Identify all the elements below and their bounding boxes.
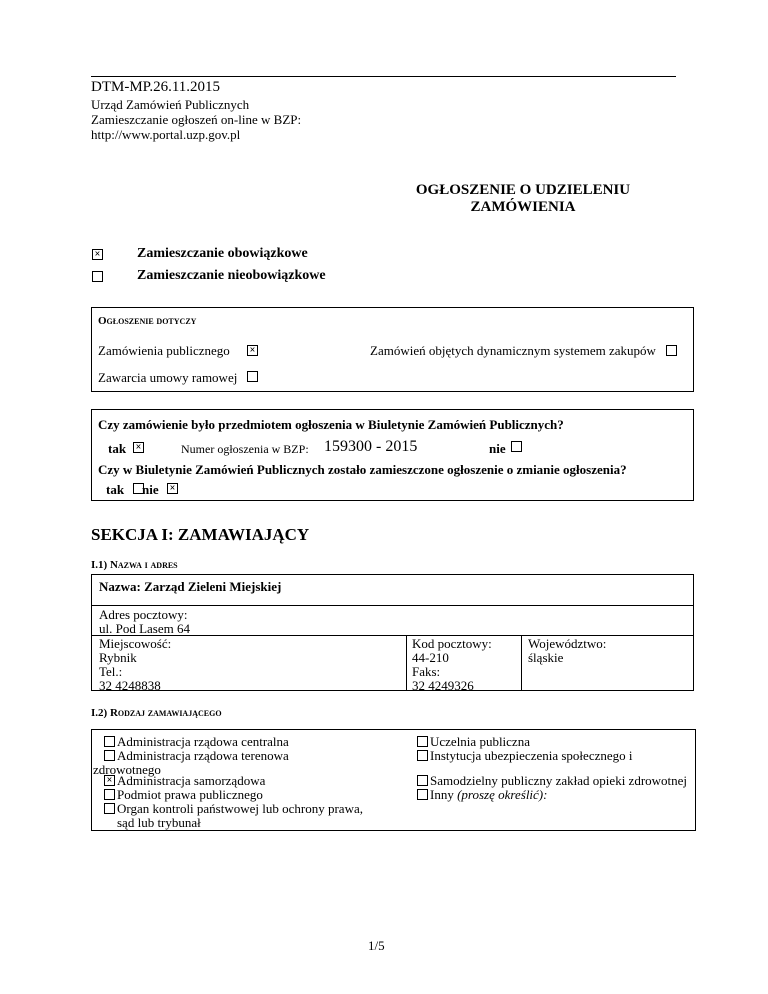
bzp-number-value: 159300 - 2015 — [324, 438, 418, 455]
voivodeship-label: Województwo: — [528, 636, 607, 651]
type-checkbox-insurance[interactable] — [417, 750, 428, 761]
header-line-2: Zamieszczanie ogłoszeń on-line w BZP: — [91, 112, 302, 127]
dynamic-system-label: Zamówień objętych dynamicznym systemem zakupów — [370, 343, 656, 358]
optional-checkbox[interactable] — [92, 271, 103, 282]
bzp-tak-label: tak — [108, 441, 127, 456]
public-order-label: Zamówienia publicznego — [98, 343, 230, 358]
bzp-question-2: Czy w Biuletynie Zamówień Publicznych zostało zamieszczone ogłoszenie o zmianie ogłoszenia? — [98, 462, 627, 477]
page-title-line-2: ZAMÓWIENIA — [470, 199, 576, 215]
wrap-organ: sąd lub trybunał — [117, 815, 201, 830]
type-checkbox-control-organ[interactable] — [104, 803, 115, 814]
type-checkbox-central[interactable] — [104, 736, 115, 747]
notice-concerns-box — [91, 307, 694, 392]
tel-value: 32 4248838 — [99, 678, 161, 693]
fax-label: Faks: — [412, 664, 441, 679]
postcode-value: 44-210 — [412, 650, 449, 665]
type-label-local-gov: Administracja samorządowa — [117, 773, 266, 788]
type-label-other-text: Inny — [430, 787, 454, 802]
tel-label: Tel.: — [99, 664, 123, 679]
i2-number: I.2) — [91, 707, 108, 719]
i1-heading — [91, 559, 178, 571]
page-title-line-1: OGŁOSZENIE O UDZIELENIU — [415, 182, 631, 198]
city-value: Rybnik — [99, 650, 137, 665]
address-divider-1 — [92, 605, 693, 606]
i1-number: I.1) — [91, 559, 108, 571]
bzp-q2-tak-label: tak — [106, 482, 125, 497]
notice-concerns-heading: Ogłoszenie dotyczy — [98, 315, 197, 327]
dynamic-system-checkbox[interactable] — [666, 345, 677, 356]
type-label-other-note: (proszę określić): — [457, 787, 548, 802]
i1-heading-text: Nazwa i adres — [109, 559, 178, 571]
optional-label: Zamieszczanie nieobowiązkowe — [137, 268, 326, 283]
address-table — [91, 574, 694, 691]
section-1-title: SEKCJA I: ZAMAWIAJĄCY — [91, 525, 310, 544]
header-rule — [91, 76, 676, 77]
mandatory-checkbox[interactable]: × — [92, 249, 103, 260]
type-checkbox-other[interactable] — [417, 789, 428, 800]
bzp-number-label: Numer ogłoszenia w BZP: — [181, 442, 309, 456]
bzp-box — [91, 409, 694, 501]
type-checkbox-healthcare[interactable] — [417, 775, 428, 786]
framework-checkbox[interactable] — [247, 371, 258, 382]
city-label: Miejscowość: — [99, 636, 172, 651]
framework-label: Zawarcia umowy ramowej — [98, 370, 238, 385]
fax-value: 32 4249326 — [412, 678, 474, 693]
address-label: Adres pocztowy: — [99, 607, 188, 622]
bzp-nie-checkbox[interactable] — [511, 441, 522, 452]
type-checkbox-university[interactable] — [417, 736, 428, 747]
page-title — [384, 182, 662, 216]
type-label-public-law: Podmiot prawa publicznego — [117, 787, 263, 802]
type-label-control-organ: Organ kontroli państwowej lub ochrony prawa, — [117, 801, 363, 816]
i2-heading — [91, 707, 222, 719]
bzp-nie-label: nie — [489, 441, 506, 456]
wrap-zdrowotnego: zdrowotnego — [93, 762, 161, 777]
type-checkbox-public-law[interactable] — [104, 789, 115, 800]
public-order-checkbox[interactable]: × — [247, 345, 258, 356]
type-checkbox-regional[interactable] — [104, 750, 115, 761]
type-label-other — [430, 787, 547, 803]
bzp-q2-nie-label: nie — [142, 482, 159, 497]
bzp-q2-nie-checkbox[interactable]: × — [167, 483, 178, 494]
type-label-regional: Administracja rządowa terenowa — [117, 748, 289, 763]
i2-heading-text: Rodzaj zamawiającego — [109, 707, 222, 719]
type-label-insurance: Instytucja ubezpieczenia społecznego i — [430, 748, 633, 763]
page-number: 1/5 — [368, 938, 385, 953]
type-label-university: Uczelnia publiczna — [430, 734, 530, 749]
doc-id: DTM-MP.26.11.2015 — [91, 79, 221, 95]
header-line-1: Urząd Zamówień Publicznych — [91, 97, 250, 112]
header-line-3[interactable]: http://www.portal.uzp.gov.pl — [91, 127, 241, 142]
ordering-party-name: Nazwa: Zarząd Zieleni Miejskiej — [99, 579, 282, 594]
address-vdivider-1 — [406, 635, 407, 690]
type-label-healthcare: Samodzielny publiczny zakład opieki zdrowotnej — [430, 773, 688, 788]
type-checkbox-local-gov[interactable]: × — [104, 775, 115, 786]
mandatory-label: Zamieszczanie obowiązkowe — [137, 246, 308, 261]
ordering-party-type-box — [91, 729, 696, 831]
postcode-label: Kod pocztowy: — [412, 636, 492, 651]
voivodeship-value: śląskie — [528, 650, 564, 665]
bzp-tak-checkbox[interactable]: × — [133, 442, 144, 453]
type-label-central: Administracja rządowa centralna — [117, 734, 289, 749]
address-value: ul. Pod Lasem 64 — [99, 621, 190, 636]
address-vdivider-2 — [521, 635, 522, 690]
bzp-question-1: Czy zamówienie było przedmiotem ogłoszenia w Biuletynie Zamówień Publicznych? — [98, 417, 564, 432]
